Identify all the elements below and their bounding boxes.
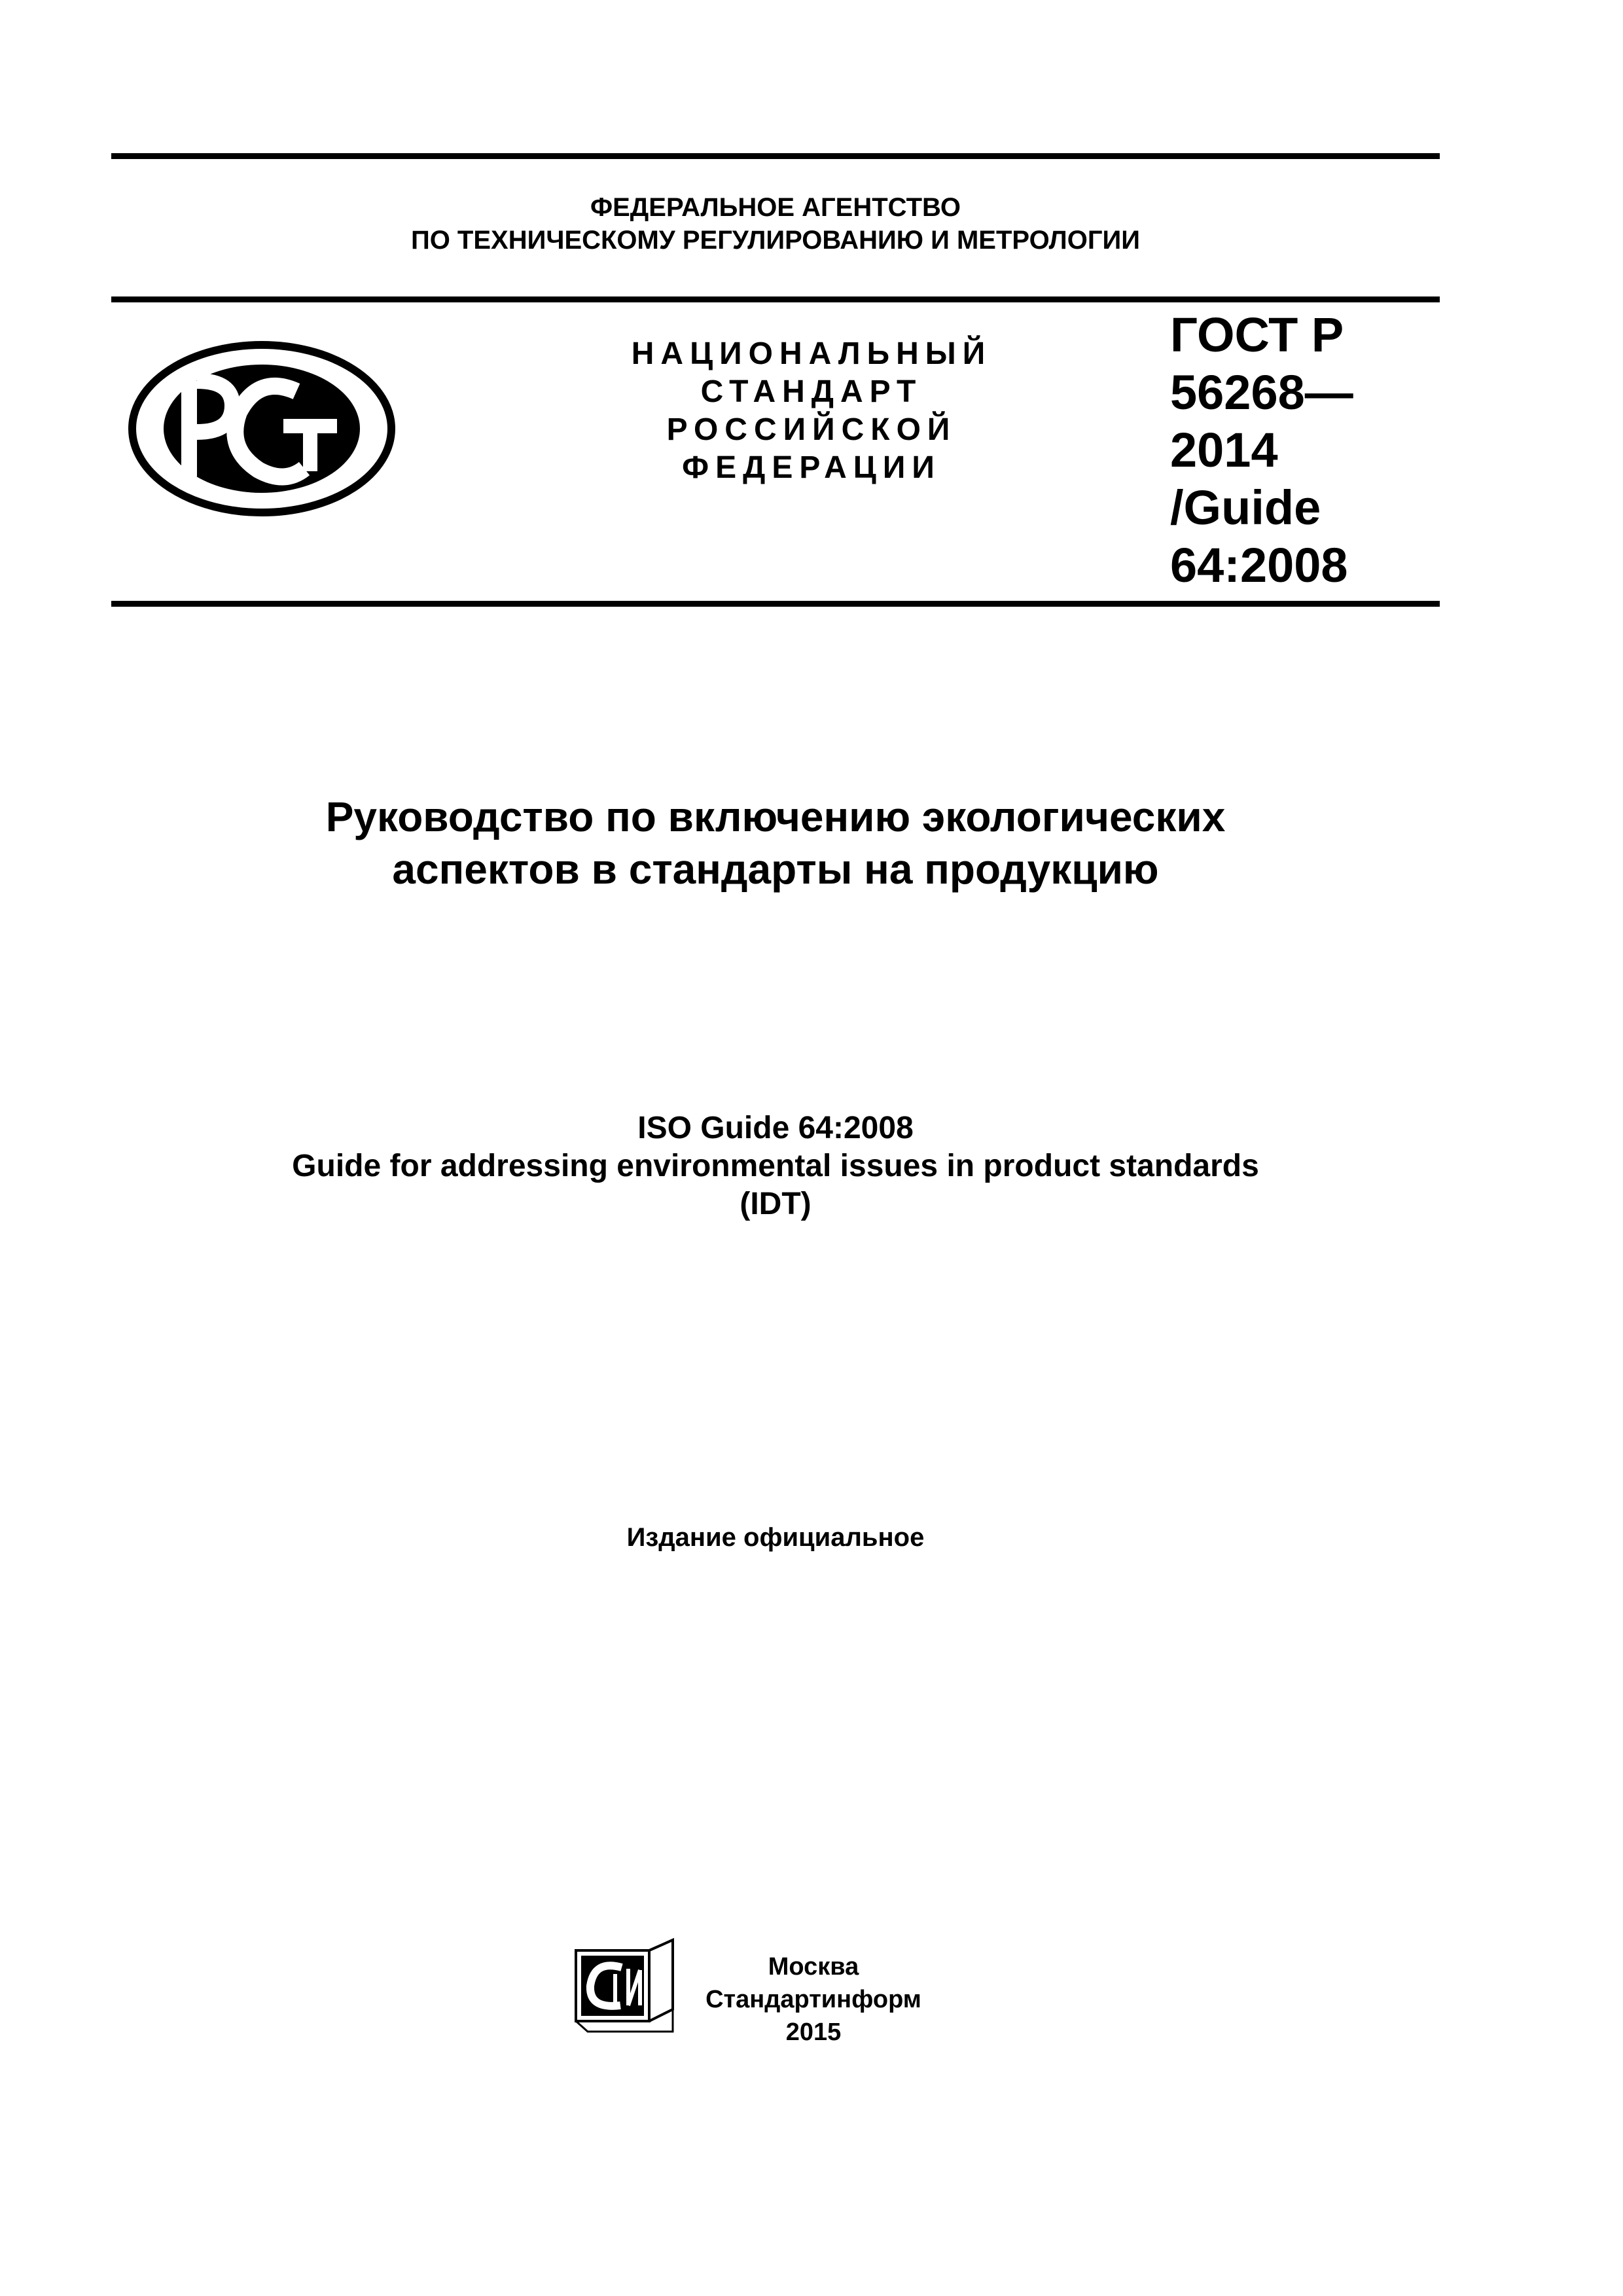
top-rule [111, 153, 1440, 159]
iso-reference-block [111, 1109, 1440, 1223]
rst-emblem-icon [128, 340, 396, 517]
title-line-2: аспектов в стандарты на продукцию [392, 846, 1159, 893]
publisher-name: Стандартинформ [705, 1986, 921, 2013]
standartinform-logo-icon [575, 1936, 679, 2033]
publisher-imprint [692, 1950, 935, 2049]
designation-line-4: /Guide [1170, 480, 1321, 535]
agency-line-2: ПО ТЕХНИЧЕСКОМУ РЕГУЛИРОВАНИЮ И МЕТРОЛОГИИ [410, 226, 1141, 255]
designation-line-3: 2014 [1170, 423, 1278, 477]
national-standard-heading [543, 335, 1080, 487]
iso-degree: (IDT) [740, 1187, 812, 1221]
designation-line-2: 56268— [1170, 365, 1353, 420]
publisher-city: Москва [768, 1953, 859, 1981]
document-title [111, 791, 1440, 895]
header-rule [111, 296, 1440, 302]
edition-label: Издание официальное [626, 1523, 925, 1552]
iso-reference: ISO Guide 64:2008 [637, 1111, 914, 1145]
designation-line-5: 64:2008 [1170, 538, 1348, 592]
iso-title-english: Guide for addressing environmental issues in product standards [292, 1149, 1259, 1183]
agency-line-1: ФЕДЕРАЛЬНОЕ АГЕНТСТВО [590, 193, 961, 222]
national-line-4: ФЕДЕРАЦИИ [682, 450, 941, 485]
national-line-3: РОССИЙСКОЙ [666, 412, 957, 447]
publisher-year: 2015 [785, 2018, 842, 2046]
national-line-2: СТАНДАРТ [700, 374, 923, 409]
title-line-1: Руководство по включению экологических [325, 793, 1226, 840]
agency-name [111, 191, 1440, 257]
standard-designation [1170, 306, 1432, 594]
bottom-rule [111, 601, 1440, 607]
national-line-1: НАЦИОНАЛЬНЫЙ [631, 336, 992, 371]
designation-line-1: ГОСТ Р [1170, 308, 1344, 362]
